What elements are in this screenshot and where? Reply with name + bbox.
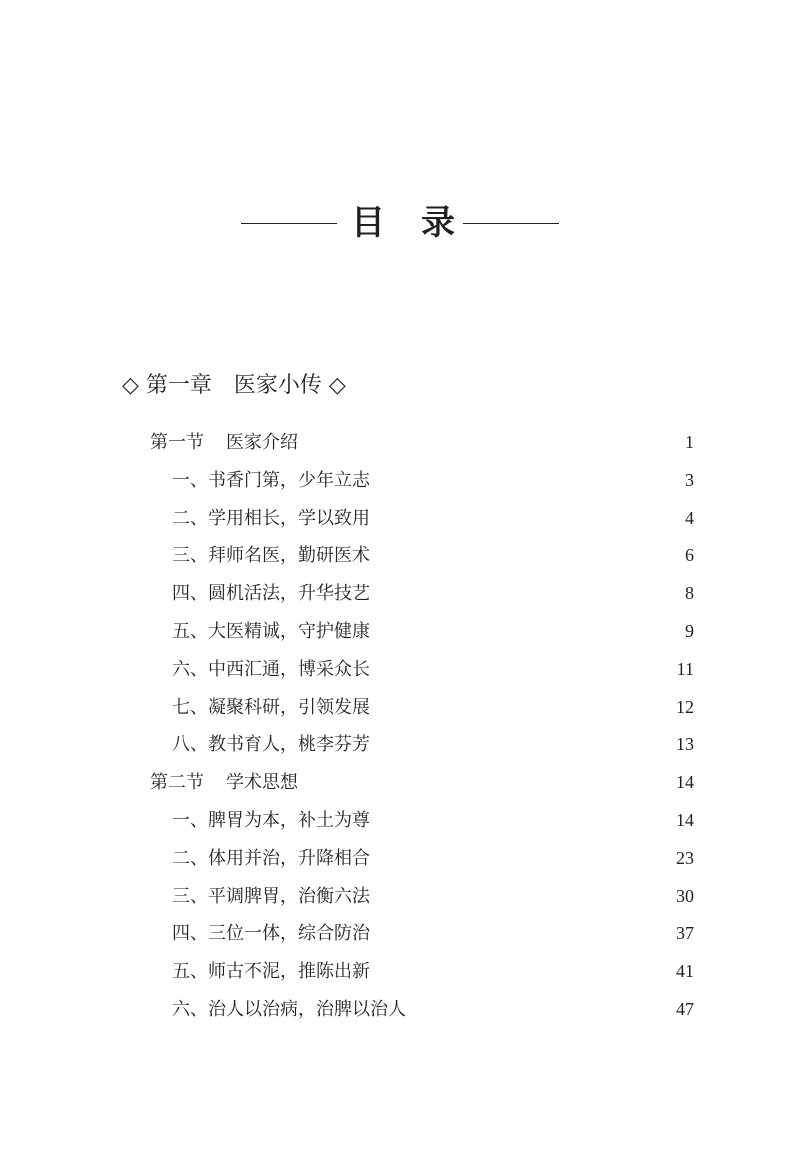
- toc-item-row[interactable]: [0, 500, 800, 538]
- toc-page-number: 12: [676, 696, 694, 717]
- toc-entry-label: 四、圆机活法，升华技艺: [172, 583, 370, 605]
- chapter-heading: [122, 366, 346, 406]
- chapter-number: ◇ 第一章: [122, 373, 212, 398]
- title-right-rule: [463, 223, 559, 224]
- toc-item-row[interactable]: [0, 878, 800, 916]
- toc-entry-label: 三、拜师名医，勤研医术: [172, 545, 370, 567]
- toc-entry-label: 三、平调脾胃，治衡六法: [172, 885, 370, 907]
- toc-section-number: 第一节: [150, 432, 204, 453]
- title-text: [351, 198, 455, 248]
- toc-entry-label: 五、大医精诚，守护健康: [172, 620, 370, 642]
- toc-entry-label: 六、中西汇通，博采众长: [172, 658, 370, 680]
- toc-page-number: 9: [685, 620, 694, 641]
- toc-page-number: 14: [676, 772, 694, 793]
- page-title: [0, 198, 800, 248]
- toc-page-number: 3: [685, 469, 694, 490]
- title-char-1: 目: [351, 203, 421, 243]
- toc-page-number: 14: [676, 809, 694, 830]
- toc-page-number: 4: [685, 507, 694, 528]
- toc-entry-label: [150, 764, 298, 802]
- toc-page-number: 37: [676, 923, 694, 944]
- toc-entry-label: 二、学用相长，学以致用: [172, 507, 370, 529]
- toc-page-number: 11: [676, 658, 694, 679]
- title-left-rule: [241, 223, 337, 224]
- toc-item-row[interactable]: [0, 991, 800, 1029]
- title-char-2: 录: [421, 203, 455, 243]
- toc-entry-label: 六、治人以治病，治脾以治人: [172, 998, 406, 1020]
- toc-section-number: 第二节: [150, 772, 204, 794]
- toc-entry-label: 七、凝聚科研，引领发展: [172, 696, 370, 718]
- chapter-name: 医家小传 ◇: [233, 373, 346, 398]
- toc-section-title: 医家介绍: [226, 432, 298, 453]
- toc-item-row[interactable]: [0, 462, 800, 500]
- toc-item-row[interactable]: [0, 575, 800, 613]
- toc-entry-label: 一、脾胃为本，补土为尊: [172, 809, 370, 831]
- toc-page-number: 30: [676, 885, 694, 906]
- toc-item-row[interactable]: [0, 537, 800, 575]
- toc-section-title: 学术思想: [226, 772, 298, 794]
- toc-entry-label: 五、师古不泥，推陈出新: [172, 961, 370, 983]
- toc-item-row[interactable]: [0, 726, 800, 764]
- toc-item-row[interactable]: [0, 840, 800, 878]
- toc-page-number: 47: [676, 998, 694, 1019]
- toc-entry-label: 一、书香门第，少年立志: [172, 469, 370, 491]
- toc-page-number: 8: [685, 583, 694, 604]
- toc-item-row[interactable]: [0, 651, 800, 689]
- toc-page-number: 23: [676, 847, 694, 868]
- toc-section-row[interactable]: [0, 764, 800, 802]
- toc-page-number: 1: [685, 432, 694, 452]
- toc-item-row[interactable]: [0, 613, 800, 651]
- toc-page-number: 13: [676, 734, 694, 755]
- toc-entry-label: 二、体用并治，升降相合: [172, 847, 370, 869]
- toc-item-row[interactable]: [0, 689, 800, 727]
- toc-item-row[interactable]: [0, 802, 800, 840]
- toc-entry-label: 四、三位一体，综合防治: [172, 923, 370, 945]
- toc-page-number: 41: [676, 961, 694, 982]
- toc-list: [0, 424, 800, 1029]
- toc-item-row[interactable]: [0, 915, 800, 953]
- toc-section-row[interactable]: [0, 424, 800, 462]
- toc-page-number: 6: [685, 545, 694, 566]
- toc-entry-label: [150, 424, 298, 462]
- toc-item-row[interactable]: [0, 953, 800, 991]
- toc-entry-label: 八、教书育人，桃李芬芳: [172, 734, 370, 756]
